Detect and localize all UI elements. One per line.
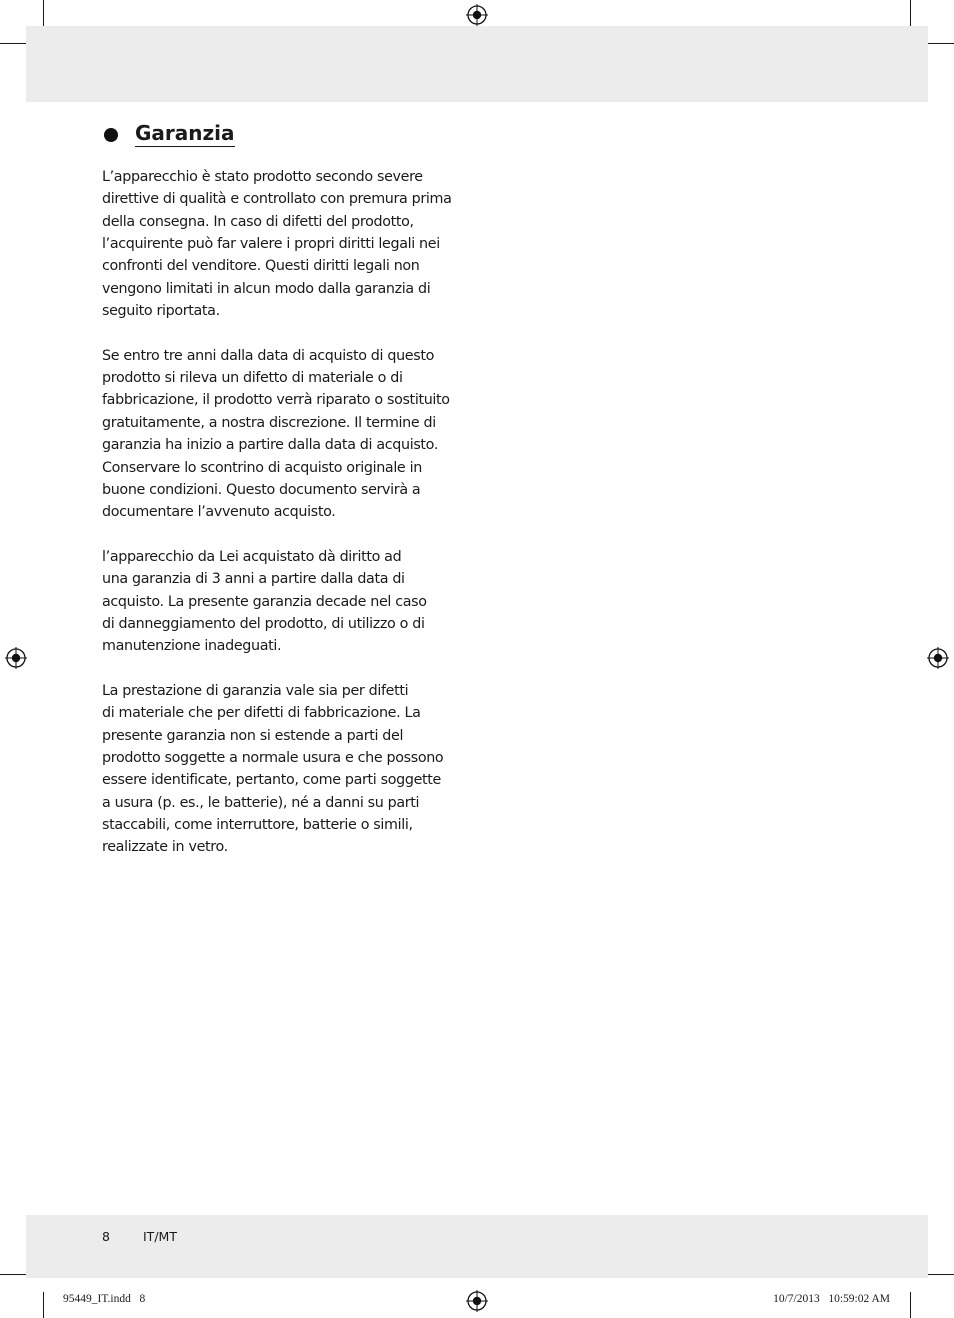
registration-mark-icon <box>466 1290 488 1312</box>
paragraph: L’apparecchio è stato prodotto secondo severe direttive di qualità e controllato con premura prima della consegna. In caso di difetti del prodotto, l’acquirente può far valere i propri diritti legali nei confronti del venditore. Questi diritti legali non vengono limitati in alcun modo dalla garanzia di seguito riportata. <box>102 169 452 320</box>
section-heading <box>104 122 235 147</box>
slug-datetime: 10/7/2013 10:59:02 AM <box>773 1293 890 1305</box>
crop-mark <box>910 0 911 26</box>
header-band <box>26 26 928 102</box>
paragraph: l’apparecchio da Lei acquistato dà diritto ad una garanzia di 3 anni a partire dalla data di acquisto. La presente garanzia decade nel caso di danneggiamento del prodotto, di utilizzo o di manutenzione inadeguati. <box>102 548 427 655</box>
crop-mark <box>910 1292 911 1318</box>
body-text <box>102 166 482 881</box>
footer-band <box>26 1215 928 1278</box>
crop-mark <box>0 43 26 44</box>
crop-mark <box>0 1274 26 1275</box>
paragraph: Se entro tre anni dalla data di acquisto di questo prodotto si rileva un difetto di materiale o di fabbricazione, il prodotto verrà riparato o sostituito gratuitamente, a nostra discrezione. Il termine di garanzia ha inizio a partire dalla data di acquisto. Conservare lo scontrino di acquisto originale in buone condizioni. Questo documento servirà a documentare l’avvenuto acquisto. <box>102 347 450 521</box>
section-title: Garanzia <box>135 121 235 145</box>
crop-mark <box>928 1274 954 1275</box>
crop-mark <box>43 0 44 26</box>
page-number: 8 <box>102 1229 110 1244</box>
language-code: IT/MT <box>143 1229 177 1244</box>
registration-mark-icon <box>466 4 488 26</box>
bullet-icon <box>104 128 118 142</box>
registration-mark-icon <box>927 647 949 669</box>
slug-filename: 95449_IT.indd 8 <box>63 1293 146 1305</box>
registration-mark-icon <box>5 647 27 669</box>
crop-mark <box>928 43 954 44</box>
paragraph: La prestazione di garanzia vale sia per difetti di materiale che per difetti di fabbricazione. La presente garanzia non si estende a parti del prodotto soggette a normale usura e che possono essere identificate, pertanto, come parti soggette a usura (p. es., le batterie), né a danni su parti staccabili, come interruttore, batterie o simili, realizzate in vetro. <box>102 683 444 856</box>
crop-mark <box>43 1292 44 1318</box>
